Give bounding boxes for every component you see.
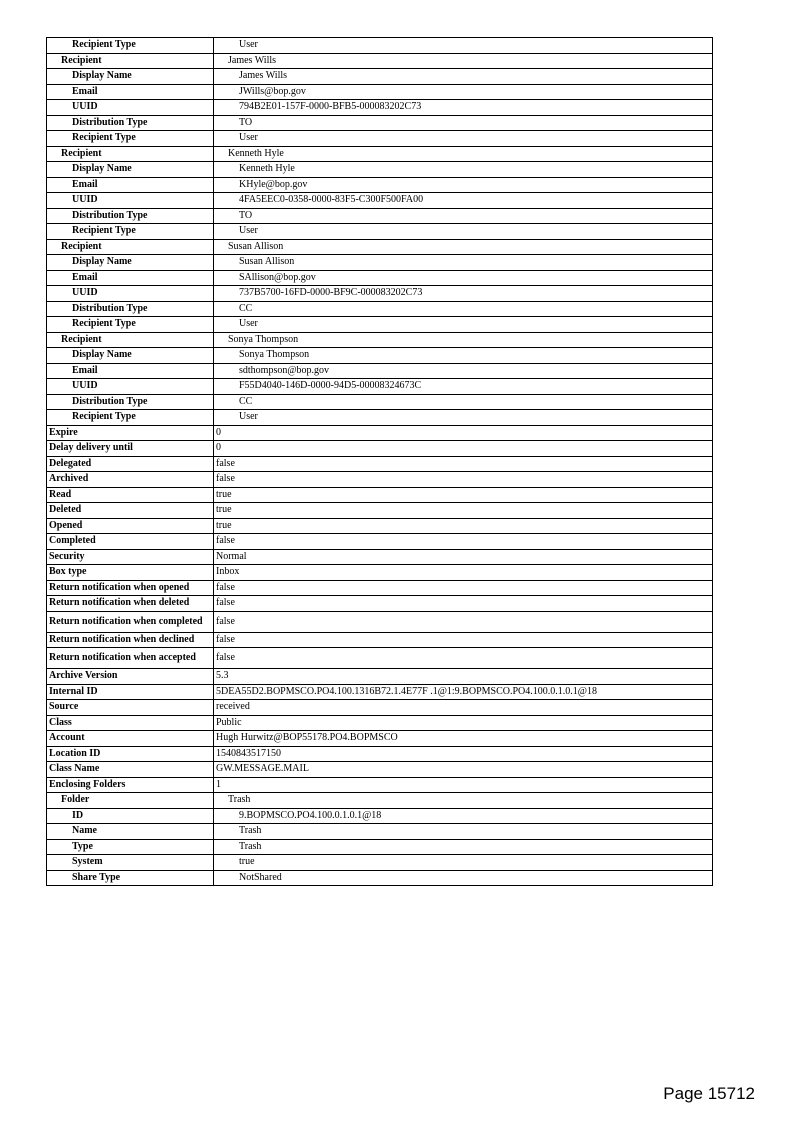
property-value: User (214, 410, 713, 426)
property-value: false (214, 472, 713, 488)
property-key: Deleted (47, 503, 214, 519)
property-key: Email (47, 177, 214, 193)
property-value: Sonya Thompson (214, 332, 713, 348)
property-row (47, 239, 713, 255)
property-row (47, 146, 713, 162)
property-key: Class Name (47, 762, 214, 778)
property-value: NotShared (214, 870, 713, 886)
property-row (47, 472, 713, 488)
property-value: true (214, 503, 713, 519)
property-value: 5.3 (214, 669, 713, 685)
property-key: Completed (47, 534, 214, 550)
property-value: Hugh Hurwitz@BOP55178.PO4.BOPMSCO (214, 731, 713, 747)
property-key: Distribution Type (47, 208, 214, 224)
property-row (47, 332, 713, 348)
property-value: Trash (214, 839, 713, 855)
property-key: Email (47, 270, 214, 286)
property-key: Recipient (47, 146, 214, 162)
property-value: 5DEA55D2.BOPMSCO.PO4.100.1316B72.1.4E77F .1@1:9.BOPMSCO.PO4.100.0.1.0.1@18 (214, 684, 713, 700)
property-row (47, 379, 713, 395)
page-number: Page 15712 (663, 1084, 755, 1103)
property-value: true (214, 518, 713, 534)
property-key: ID (47, 808, 214, 824)
property-key: Delay delivery until (47, 441, 214, 457)
property-value: Sonya Thompson (214, 348, 713, 364)
property-row (47, 193, 713, 209)
property-row (47, 177, 713, 193)
property-key: UUID (47, 286, 214, 302)
property-key: Archive Version (47, 669, 214, 685)
property-key: Opened (47, 518, 214, 534)
property-value: true (214, 855, 713, 871)
property-key: Distribution Type (47, 394, 214, 410)
property-value: Normal (214, 549, 713, 565)
property-row (47, 456, 713, 472)
property-key: Return notification when completed (47, 611, 214, 632)
property-value: false (214, 632, 713, 648)
property-value: SAllison@bop.gov (214, 270, 713, 286)
property-row (47, 534, 713, 550)
property-value: 1 (214, 777, 713, 793)
property-value: User (214, 317, 713, 333)
property-key: Archived (47, 472, 214, 488)
property-row (47, 425, 713, 441)
property-key: Internal ID (47, 684, 214, 700)
property-row (47, 348, 713, 364)
property-value: Kenneth Hyle (214, 146, 713, 162)
property-key: Recipient Type (47, 410, 214, 426)
property-value: User (214, 131, 713, 147)
property-value: false (214, 648, 713, 669)
property-value: Public (214, 715, 713, 731)
property-row (47, 611, 713, 632)
property-value: false (214, 596, 713, 612)
property-row (47, 208, 713, 224)
property-key: Distribution Type (47, 301, 214, 317)
property-value: received (214, 700, 713, 716)
property-row (47, 115, 713, 131)
property-value: Susan Allison (214, 239, 713, 255)
property-key: System (47, 855, 214, 871)
property-row (47, 410, 713, 426)
property-key: Display Name (47, 348, 214, 364)
property-row (47, 596, 713, 612)
property-value: 4FA5EEC0-0358-0000-83F5-C300F500FA00 (214, 193, 713, 209)
property-row (47, 84, 713, 100)
property-key: Enclosing Folders (47, 777, 214, 793)
property-key: Return notification when deleted (47, 596, 214, 612)
property-key: Recipient (47, 332, 214, 348)
property-row (47, 632, 713, 648)
property-row (47, 839, 713, 855)
property-row (47, 684, 713, 700)
property-row (47, 162, 713, 178)
property-row (47, 286, 713, 302)
property-key: Share Type (47, 870, 214, 886)
property-value: CC (214, 301, 713, 317)
property-key: Recipient Type (47, 38, 214, 54)
property-value: 794B2E01-157F-0000-BFB5-000083202C73 (214, 100, 713, 116)
property-key: Source (47, 700, 214, 716)
property-value: false (214, 534, 713, 550)
property-key: Email (47, 363, 214, 379)
property-row (47, 762, 713, 778)
property-row (47, 855, 713, 871)
property-value: false (214, 580, 713, 596)
property-row (47, 870, 713, 886)
property-key: Class (47, 715, 214, 731)
property-value: false (214, 456, 713, 472)
property-key: Folder (47, 793, 214, 809)
property-value: CC (214, 394, 713, 410)
property-row (47, 301, 713, 317)
property-value: F55D4040-146D-0000-94D5-00008324673C (214, 379, 713, 395)
property-key: Recipient (47, 53, 214, 69)
property-row (47, 131, 713, 147)
property-value: 1540843517150 (214, 746, 713, 762)
property-row (47, 793, 713, 809)
property-row (47, 777, 713, 793)
property-row (47, 53, 713, 69)
property-key: Return notification when opened (47, 580, 214, 596)
property-key: Return notification when accepted (47, 648, 214, 669)
property-value: KHyle@bop.gov (214, 177, 713, 193)
property-key: Location ID (47, 746, 214, 762)
property-key: Recipient Type (47, 224, 214, 240)
property-value: Trash (214, 793, 713, 809)
property-key: Display Name (47, 162, 214, 178)
property-row (47, 549, 713, 565)
property-row (47, 100, 713, 116)
property-value: Kenneth Hyle (214, 162, 713, 178)
property-row (47, 394, 713, 410)
property-value: James Wills (214, 53, 713, 69)
property-value: true (214, 487, 713, 503)
property-key: Distribution Type (47, 115, 214, 131)
property-key: Name (47, 824, 214, 840)
property-value: sdthompson@bop.gov (214, 363, 713, 379)
property-key: Recipient Type (47, 131, 214, 147)
properties-table (46, 37, 713, 886)
property-row (47, 255, 713, 271)
property-key: Type (47, 839, 214, 855)
property-key: Account (47, 731, 214, 747)
property-row (47, 824, 713, 840)
property-key: Email (47, 84, 214, 100)
property-row (47, 580, 713, 596)
property-key: Display Name (47, 69, 214, 85)
property-value: JWills@bop.gov (214, 84, 713, 100)
property-value: 0 (214, 425, 713, 441)
property-value: 9.BOPMSCO.PO4.100.0.1.0.1@18 (214, 808, 713, 824)
property-row (47, 669, 713, 685)
property-key: Display Name (47, 255, 214, 271)
property-row (47, 565, 713, 581)
property-value: Susan Allison (214, 255, 713, 271)
property-row (47, 731, 713, 747)
property-value: 737B5700-16FD-0000-BF9C-000083202C73 (214, 286, 713, 302)
property-value: Trash (214, 824, 713, 840)
property-value: User (214, 38, 713, 54)
property-row (47, 69, 713, 85)
property-key: Recipient (47, 239, 214, 255)
properties-table-body (47, 38, 713, 886)
property-key: Return notification when declined (47, 632, 214, 648)
property-key: Delegated (47, 456, 214, 472)
property-row (47, 648, 713, 669)
property-key: UUID (47, 100, 214, 116)
property-value: TO (214, 208, 713, 224)
property-value: User (214, 224, 713, 240)
property-key: Expire (47, 425, 214, 441)
property-row (47, 487, 713, 503)
property-value: TO (214, 115, 713, 131)
property-key: UUID (47, 193, 214, 209)
property-row (47, 363, 713, 379)
property-value: James Wills (214, 69, 713, 85)
property-row (47, 38, 713, 54)
property-key: Security (47, 549, 214, 565)
property-key: Read (47, 487, 214, 503)
property-key: UUID (47, 379, 214, 395)
property-row (47, 441, 713, 457)
property-value: 0 (214, 441, 713, 457)
property-row (47, 700, 713, 716)
property-row (47, 503, 713, 519)
property-value: Inbox (214, 565, 713, 581)
property-row (47, 808, 713, 824)
property-key: Recipient Type (47, 317, 214, 333)
property-row (47, 518, 713, 534)
property-row (47, 715, 713, 731)
property-row (47, 746, 713, 762)
property-value: false (214, 611, 713, 632)
property-value: GW.MESSAGE.MAIL (214, 762, 713, 778)
property-row (47, 317, 713, 333)
property-row (47, 224, 713, 240)
property-key: Box type (47, 565, 214, 581)
property-row (47, 270, 713, 286)
